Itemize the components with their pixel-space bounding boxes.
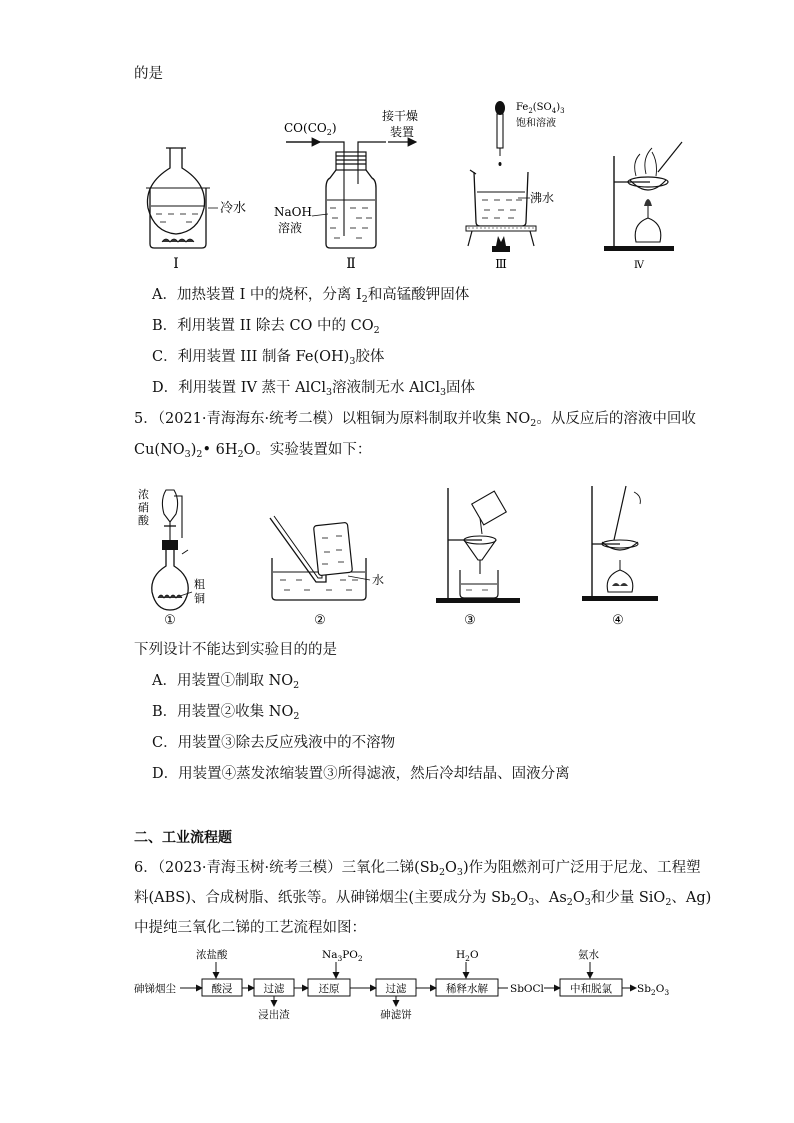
cold-label: 冷水 [220,201,247,216]
previous-question-tail: 的是 [134,66,163,82]
q6-process-flow [130,946,670,1026]
apparatus-iii [466,101,565,271]
apparatus-2 [270,516,384,628]
q6-stem-line-2: 料(ABS)、合成树脂、纸张等。从砷锑烟尘(主要成分为 $Sb_2O_3$、$As_2O_3$和少量 SiO$_2$、Ag) [134,890,712,908]
flow-box-3-label: 还原 [318,983,340,995]
cold-water-label-top [220,200,246,216]
q5-apparatus-figure [130,478,690,628]
apparatus-i-numeral: Ⅰ [173,256,179,272]
q5-question: 下列设计不能达到实验目的的是 [134,642,337,658]
to-dryer-label-2: 装置 [390,125,415,139]
q5-option-c: C．用装置③除去反应残液中的不溶物 [152,735,396,751]
water-label: 水 [372,573,385,587]
acid-label-3: 酸 [138,514,149,527]
flow-box-1-label: 酸浸 [211,983,233,995]
flow-reagent-hcl: 浓盐酸 [196,949,228,961]
fe2so43-label: $Fe_2(SO_4)_3$ [516,102,565,115]
q6-stem-line-3: 中提纯三氧化二锑的工艺流程如图： [134,920,366,936]
q5-stem-line-2: $Cu(NO_3)_2•$ $6H_2O$。实验装置如下： [134,442,372,460]
flow-box-5-label: 稀释水解 [446,983,488,995]
flow-start: 砷锑烟尘 [134,983,176,995]
apparatus-3 [436,488,520,628]
flow-reagent-ammonia: 氨水 [578,949,599,961]
acid-label-1: 浓 [138,488,149,501]
apparatus-1 [138,487,205,628]
q6-stem-line-1: 6．（2023·青海玉树·统考三模）三氧化二锑$(Sb_2O_3)$作为阻燃剂可广泛用于尼龙、工程塑 [134,860,701,878]
boiling-water-label: 沸水 [530,191,555,205]
naoh-label-1: NaOH [274,205,312,219]
flow-reagent-na3po2: $Na_3PO_2$ [322,949,363,963]
flow-box-2-label: 过滤 [263,983,285,995]
flow-product: $Sb_2O_3$ [637,983,670,997]
apparatus-iii-numeral: Ⅲ [495,257,507,271]
apparatus-4-numeral: ④ [612,613,624,628]
flow-reagent-water: $H_2O$ [456,949,479,963]
apparatus-4 [582,486,658,628]
apparatus-3-numeral: ③ [464,613,476,628]
q5-option-b: B．用装置②收集 $NO_2$ [152,704,300,722]
q4-option-c: C．利用装置 III 制备 $Fe(OH)_3$胶体 [152,349,385,367]
flow-intermediate: SbOCl [510,983,544,995]
saturated-solution-label: 饱和溶液 [516,118,556,129]
gas-in-label: $CO(CO_2)$ [284,121,337,137]
flow-box-6-label: 中和脱氯 [570,983,612,995]
q4-apparatus-figure [120,96,700,276]
q4-option-b: B．利用装置 II 除去 CO 中的 $CO_2$ [152,318,380,336]
copper-label-2: 铜 [194,592,205,605]
apparatus-iv-numeral: Ⅳ [634,260,644,271]
section-title: 二、工业流程题 [134,830,232,846]
acid-label-2: 硝 [138,501,149,514]
apparatus-iv [604,142,682,271]
naoh-label-2: 溶液 [278,221,303,235]
apparatus-1-numeral: ① [164,613,176,628]
apparatus-i [146,148,218,272]
q5-option-d: D．用装置④蒸发浓缩装置③所得滤液，然后冷却结晶、固液分离 [152,766,570,782]
flow-box-4-label: 过滤 [385,983,407,995]
q4-option-d: D．利用装置 IV 蒸干 AlCl$_3$溶液制无水 AlCl$_3$固体 [152,380,476,398]
apparatus-2-numeral: ② [314,613,326,628]
to-dryer-label-1: 接干燥 [382,109,419,123]
q5-option-a: A．用装置①制取 $NO_2$ [152,673,300,691]
apparatus-ii [274,108,418,272]
q5-stem-line-1: 5．（2021·青海海东·统考二模）以粗铜为原料制取并收集 $NO_2$。从反应后的溶液中回收 [134,411,696,429]
apparatus-ii-numeral: Ⅱ [346,256,356,272]
q4-option-a: A．加热装置 I 中的烧杯，分离 $I_2$和高锰酸钾固体 [152,287,470,305]
flow-residue-2: 砷滤饼 [380,1009,412,1021]
copper-label-1: 粗 [194,578,205,591]
flow-residue-1: 浸出渣 [258,1009,290,1021]
